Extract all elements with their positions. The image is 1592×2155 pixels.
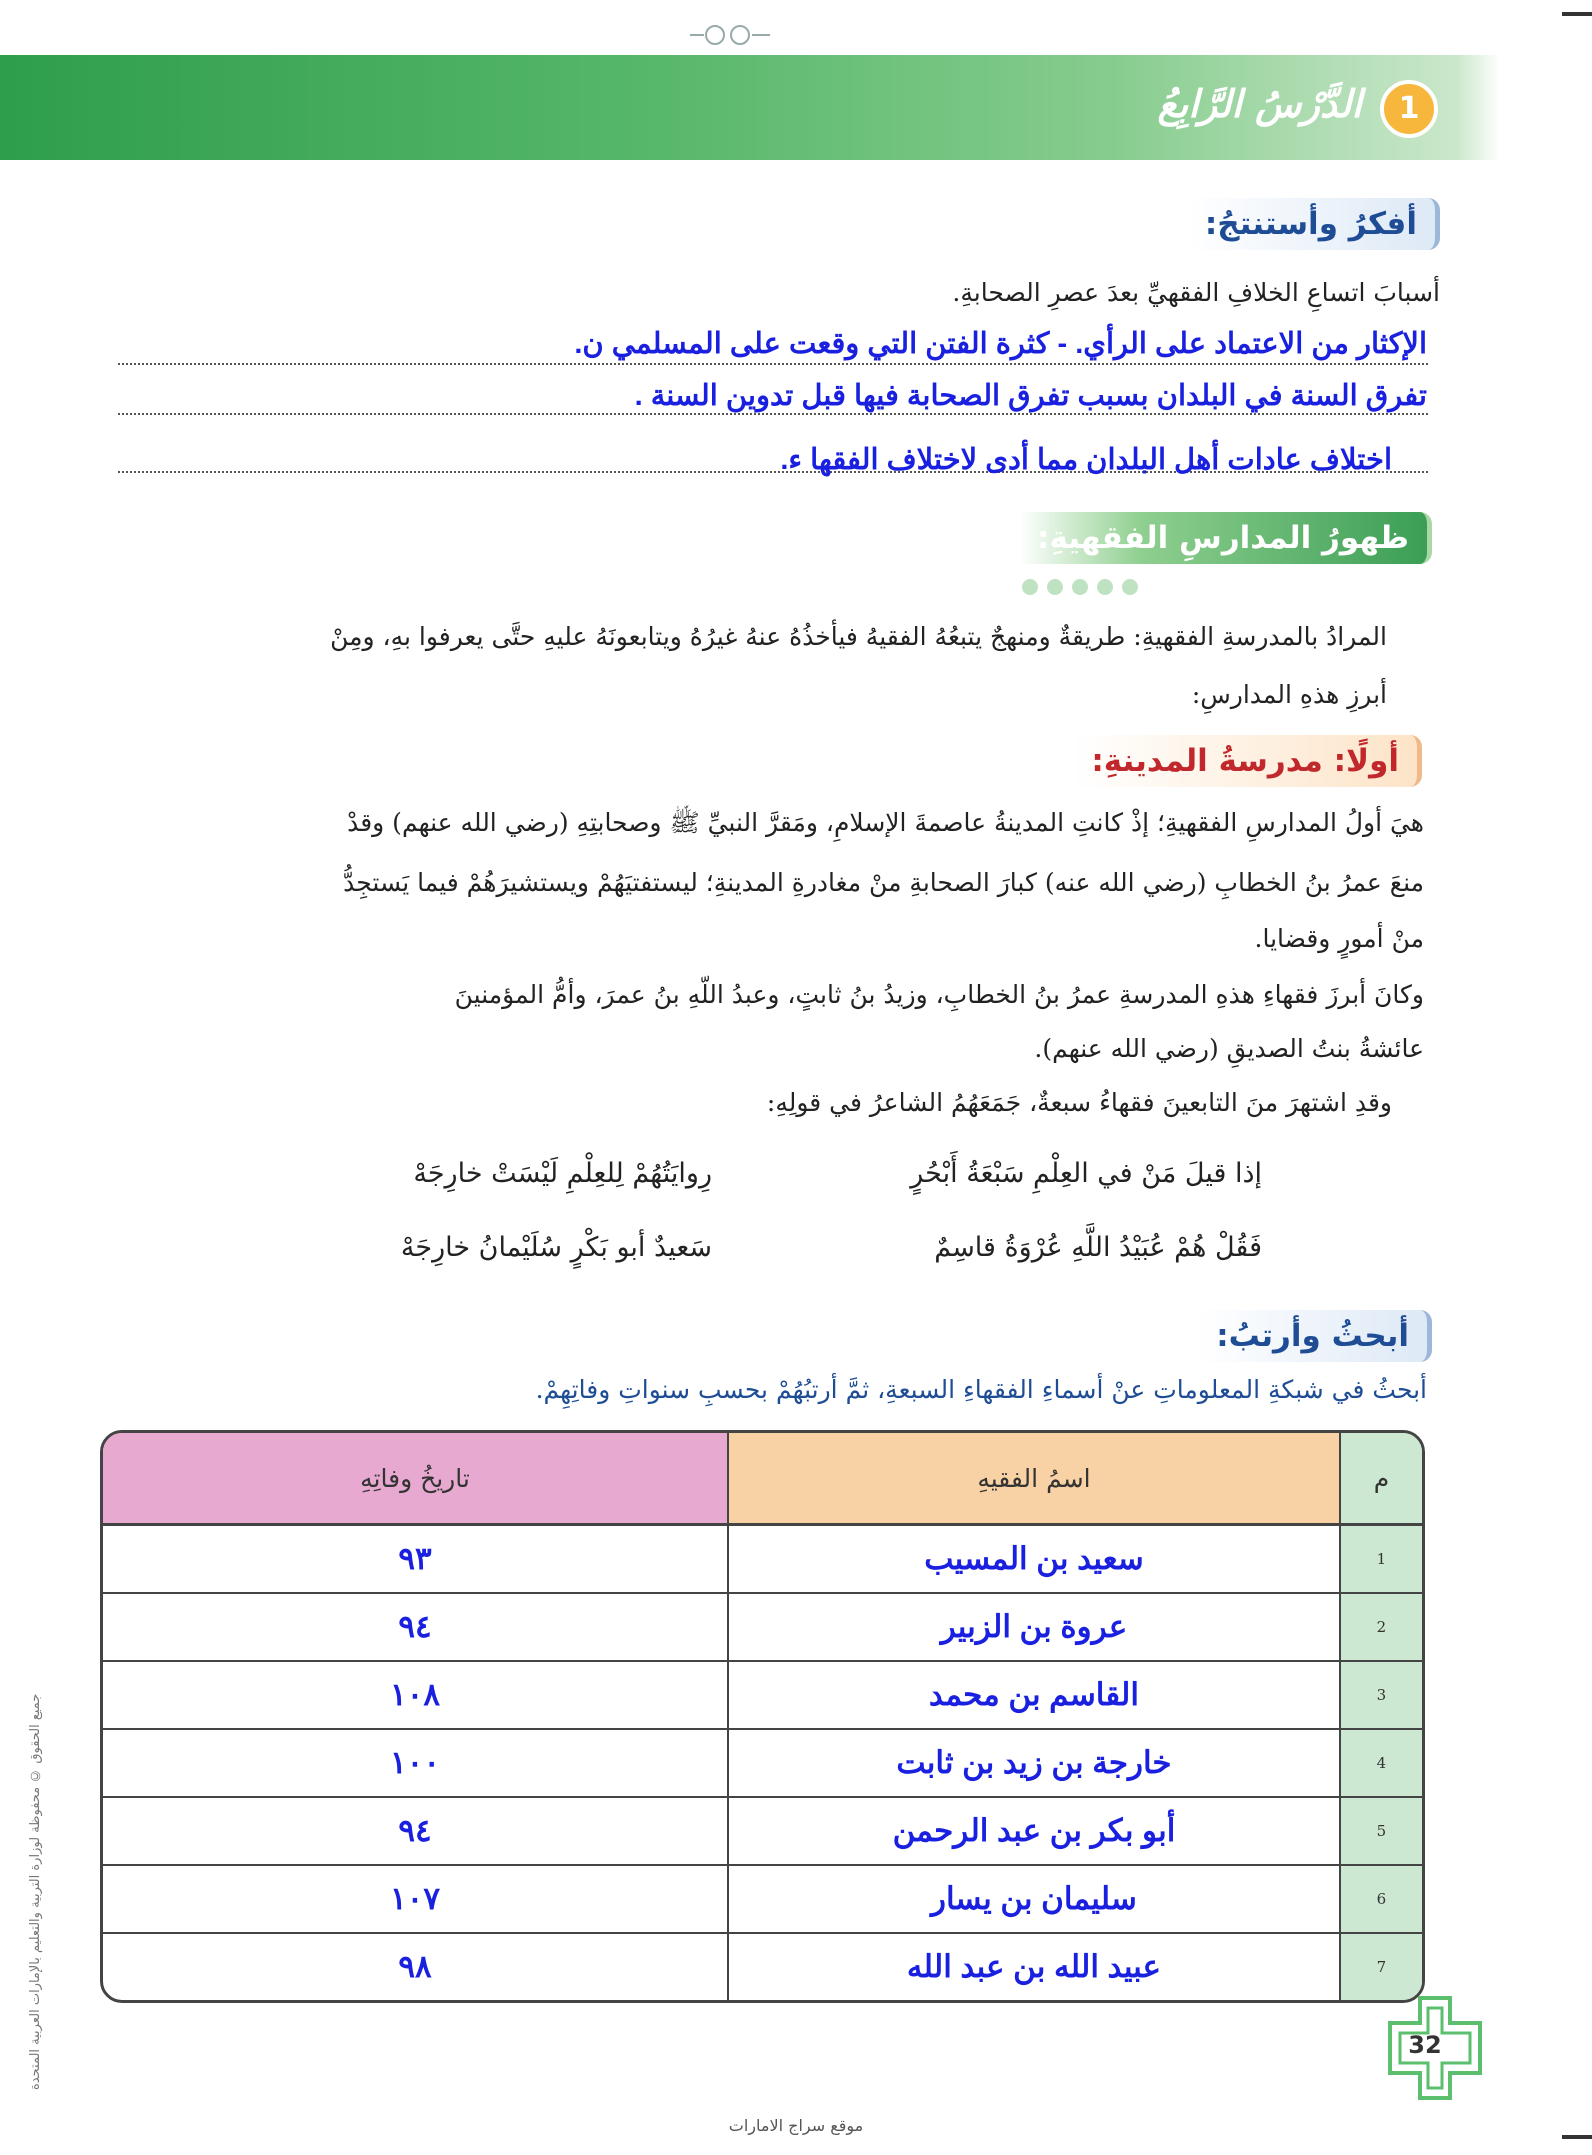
- faqih-name: خارجة بن زيد بن ثابت: [727, 1730, 1341, 1798]
- column-header-death-date: تاريخُ وفاتِهِ: [103, 1433, 727, 1526]
- row-number: 4: [1341, 1730, 1422, 1798]
- row-number: 5: [1341, 1798, 1422, 1866]
- death-year: ٩٣: [103, 1526, 727, 1594]
- madinah-para3: وقدِ اشتهرَ منَ التابعينَ فقهاءُ سبعةٌ، جَمَعَهُمُ الشاعرُ في قولِهِ:: [766, 1088, 1392, 1117]
- table-row: [103, 1662, 1422, 1730]
- footer-site-name: موقع سراج الامارات: [728, 2116, 864, 2135]
- death-year: ١٠٠: [103, 1730, 727, 1798]
- madinah-school-heading: أولًا: مدرسةُ المدينةِ:: [1073, 735, 1422, 787]
- poem-line1-second-hemistich: رِوايَتُهُمْ لِلعِلْمِ لَيْسَتْ خارِجَهْ: [413, 1158, 712, 1189]
- think-prompt: أسبابَ اتساعِ الخلافِ الفقهيِّ بعدَ عصرِ الصحابةِ.: [952, 278, 1440, 307]
- column-header-name: اسمُ الفقيهِ: [727, 1433, 1341, 1526]
- madinah-para1-line3: منْ أمورٍ وقضايا.: [1254, 924, 1424, 953]
- page-number: 32: [1408, 2031, 1442, 2059]
- lesson-title: الدَّرْسُ الرَّابِعُ: [1157, 82, 1362, 126]
- death-year: ٩٤: [103, 1798, 727, 1866]
- fiqh-schools-heading: ظهورُ المدارسِ الفقهيةِ:: [1019, 512, 1432, 564]
- madinah-para2-line1: وكانَ أبرزَ فقهاءِ هذهِ المدرسةِ عمرُ بنُ الخطابِ، وزيدُ بنُ ثابتٍ، وعبدُ اللّهِ بنُ عمرَ، وأمُّ المؤمنينَ: [454, 980, 1424, 1009]
- death-year: ٩٤: [103, 1594, 727, 1662]
- poem-line2-second-hemistich: سَعيدٌ أبو بَكْرٍ سُلَيْمانُ خارِجَهْ: [400, 1232, 712, 1263]
- poem-line1-first-hemistich: إذا قيلَ مَنْ في العِلْمِ سَبْعَةُ أَبْحُرٍ: [910, 1158, 1262, 1189]
- madinah-para1-line2: منعَ عمرُ بنُ الخطابِ (رضي الله عنه) كبارَ الصحابةِ منْ مغادرةِ المدينةِ؛ ليستفتيَهُمْ ويستشيرَهُمْ فيما يَستجِدُّ: [343, 868, 1424, 897]
- row-number: 3: [1341, 1662, 1422, 1730]
- bottom-edge-mark: [1562, 2135, 1592, 2139]
- table-row: [103, 1866, 1422, 1934]
- death-year: ١٠٨: [103, 1662, 727, 1730]
- schools-definition-line-2: أبرزِ هذهِ المدارسِ:: [1191, 680, 1387, 709]
- poem-line2-first-hemistich: فَقُلْ هُمْ عُبَيْدُ اللَّهِ عُرْوَةُ قاسِمٌ: [934, 1232, 1262, 1263]
- copyright-side-note: جميع الحقوق © محفوظة لوزارة التربية والتعليم بالإمارات العربية المتحدة: [28, 1693, 43, 2090]
- column-header-number: م: [1341, 1433, 1422, 1526]
- madinah-para2-line2: عائشةُ بنتُ الصديقِ (رضي الله عنهم).: [1034, 1034, 1424, 1063]
- table-header-row: [103, 1433, 1422, 1526]
- table-row: [103, 1934, 1422, 2000]
- death-year: ٩٨: [398, 1949, 432, 1984]
- faqih-name: سليمان بن يسار: [727, 1866, 1341, 1934]
- lesson-number-badge: 1: [1380, 80, 1438, 138]
- heading-ornament-icon: [1010, 575, 1160, 605]
- row-number: 2: [1341, 1594, 1422, 1662]
- table-row: [103, 1730, 1422, 1798]
- faqih-name: عروة بن الزبير: [727, 1594, 1341, 1662]
- fuqaha-table: [100, 1430, 1425, 2003]
- schools-definition-line-1: المرادُ بالمدرسةِ الفقهيةِ: طريقةٌ ومنهجٌ يتبعُهُ الفقيهُ فيأخذُهُ عنهُ غيرُهُ ويتابعونَهُ عليهِ حتَّى يعرفوا بهِ، ومِنْ: [330, 622, 1387, 651]
- faqih-name: أبو بكر بن عبد الرحمن: [727, 1798, 1341, 1866]
- table-row: [103, 1798, 1422, 1866]
- faqih-name: سعيد بن المسيب: [727, 1526, 1341, 1594]
- table-row: [103, 1526, 1422, 1594]
- answer-text-3: اختلاف عادات أهل البلدان مما أدى لاختلاف الفقها ء.: [780, 444, 1392, 476]
- death-year: ١٠٧: [103, 1866, 727, 1934]
- answer-line-1: [118, 362, 1428, 365]
- table-row: [103, 1594, 1422, 1662]
- top-edge-mark: [1562, 12, 1592, 16]
- madinah-para1-line1: هيَ أولُ المدارسِ الفقهيةِ؛ إذْ كانتِ المدينةُ عاصمةَ الإسلامِ، ومَقرَّ النبيِّ ﷺ وصحابتِهِ (رضي الله عنهم) وقدْ: [347, 808, 1424, 837]
- row-number: 6: [1341, 1866, 1422, 1934]
- faqih-name: عبيد الله بن عبد الله: [727, 1934, 1341, 2000]
- top-ornament-icon: [690, 20, 770, 50]
- research-instruction: أبحثُ في شبكةِ المعلوماتِ عنْ أسماءِ الفقهاءِ السبعةِ، ثمَّ أرتبُهُمْ بحسبِ سنواتِ وفاتِهِمْ.: [535, 1375, 1427, 1404]
- think-conclude-heading: أفكرُ وأستنتجُ:: [1187, 198, 1440, 250]
- research-arrange-heading: أبحثُ وأرتبُ:: [1198, 1310, 1432, 1362]
- faqih-name: القاسم بن محمد: [727, 1662, 1341, 1730]
- row-number: 1: [1341, 1526, 1422, 1594]
- answer-text-2: تفرق السنة في البلدان بسبب تفرق الصحابة فيها قبل تدوين السنة .: [634, 380, 1427, 412]
- row-number: 7: [1341, 1934, 1422, 2000]
- answer-text-1: الإكثار من الاعتماد على الرأي. - كثرة الفتن التي وقعت على المسلمي ن.: [574, 328, 1427, 360]
